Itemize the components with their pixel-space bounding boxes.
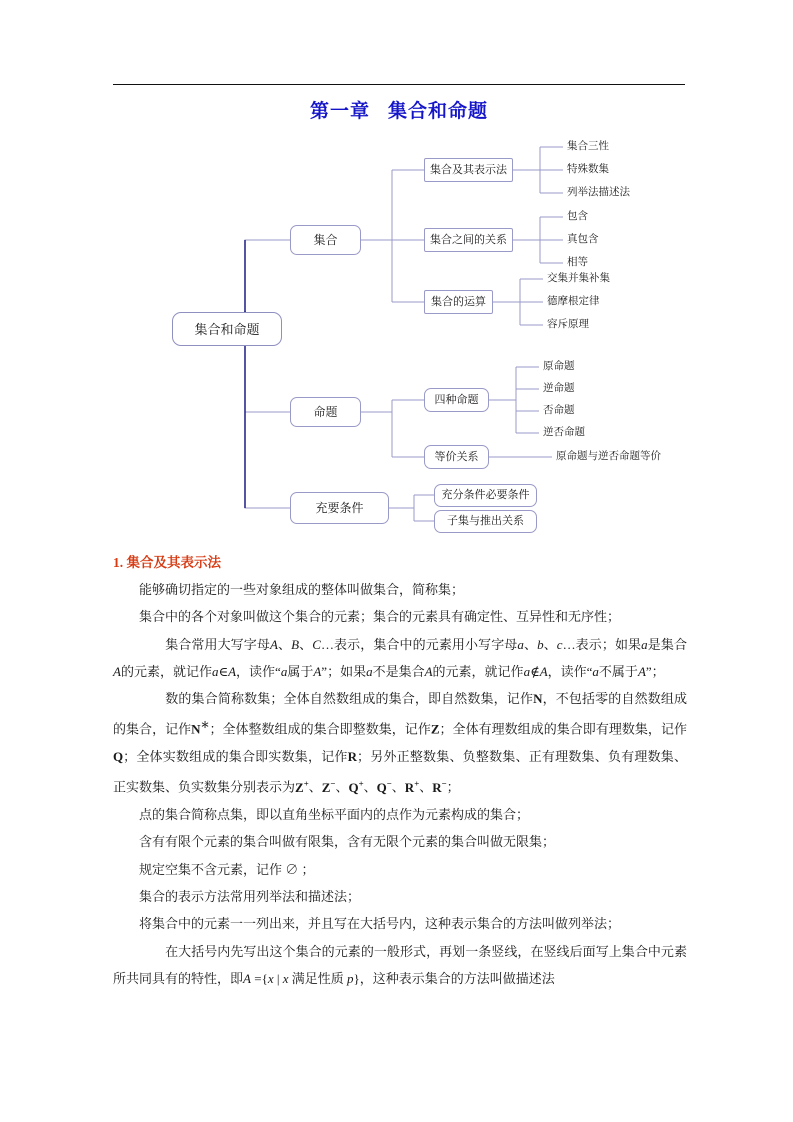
mindmap-leaf: 原命题与逆否命题等价: [556, 451, 661, 462]
paragraph: 将集合中的元素一一列出来，并且写在大括号内，这种表示集合的方法叫做列举法；: [139, 916, 621, 932]
mindmap-branch-label: 命题: [313, 405, 338, 419]
mindmap-leaf: 逆否命题: [543, 427, 585, 438]
page-title: [113, 96, 685, 123]
mindmap-leaf: 原命题: [543, 361, 575, 372]
paragraph: 能够确切指定的一些对象组成的整体叫做集合，简称集；: [139, 582, 465, 597]
mindmap-sub-node: [424, 388, 489, 412]
section-heading: 1. 集合及其表示法: [113, 555, 221, 570]
mindmap-sub-node: [424, 445, 489, 469]
mindmap-branch-label: 充要条件: [315, 501, 364, 515]
mindmap-leaf: 交集并集补集: [547, 273, 610, 284]
mindmap-sub-node: [424, 228, 513, 252]
mindmap-sub-label: 集合及其表示法: [430, 163, 507, 176]
paragraph: 数的集合简称数集；全体自然数组成的集合，即自然数集，记作N，不包括零的自然数组成的集合，记作N＊；全体整数组成的集合即整数集，记作Z；全体有理数组成的集合即有理数集，记作Q；全体实数组成的集合即实数集，记作R；另外正整数集、负整数集、正有理数集、负有理数集、正实数集、负实数集分别表示为Z+、Z−、Q+、Q−、R+、R−；: [113, 691, 687, 795]
mindmap-sub-node: [424, 290, 493, 314]
mindmap-sub-node: [424, 158, 513, 182]
mindmap-leaf: 特殊数集: [567, 164, 609, 175]
paragraph: 集合的表示方法常用列举法和描述法；: [139, 888, 361, 904]
mindmap-root-label: 集合和命题: [194, 321, 260, 337]
mindmap-sub-label: 四种命题: [434, 393, 479, 406]
mindmap-sub-label: 子集与推出关系: [447, 515, 524, 527]
chapter-number: 第一章: [309, 101, 370, 122]
mindmap-sub-label: 充分条件必要条件: [441, 489, 530, 501]
mindmap-leaf: 容斥原理: [547, 319, 589, 330]
mindmap-leaf: 列举法描述法: [567, 187, 630, 198]
paragraph: 集合常用大写字母A、B、C…表示，集合中的元素用小写字母a、b、c…表示；如果a是集合A的元素，就记作a∈A，读作“a属于A”；如果a不是集合A的元素，就记作a∉A，读作“a不属于A”；: [113, 636, 687, 679]
mindmap-branch-jihe: [290, 225, 361, 255]
paragraph: 点的集合简称点集，即以直角坐标平面内的点作为元素构成的集合；: [139, 807, 530, 823]
mindmap-root-node: [172, 312, 282, 346]
mindmap-branch-mingti: [290, 397, 361, 427]
mindmap-sub-node: [434, 510, 537, 533]
chapter-title-text: 集合和命题: [388, 101, 489, 122]
paragraph: 在大括号内先写出这个集合的元素的一般形式，再划一条竖线，在竖线后面写上集合中元素所共同具有的特性，即A ={x | x 满足性质 p}，这种表示集合的方法叫做描述法: [113, 943, 687, 986]
mindmap-branch-chongyao: [290, 492, 389, 524]
mindmap-leaf: 逆命题: [543, 383, 575, 394]
paragraph: 含有有限个元素的集合叫做有限集，含有无限个元素的集合叫做无限集；: [139, 834, 556, 850]
paragraph: 集合中的各个对象叫做这个集合的元素；集合的元素具有确定性、互异性和无序性；: [139, 609, 621, 625]
mindmap-diagram: [0, 130, 793, 545]
mindmap-leaf: 否命题: [543, 405, 575, 416]
header-rule: [113, 84, 685, 85]
paragraph: 规定空集不含元素，记作 ∅ ；: [139, 861, 315, 877]
mindmap-sub-node: [434, 484, 537, 507]
mindmap-sub-label: 集合之间的关系: [430, 233, 507, 246]
mindmap-leaf: 集合三性: [567, 141, 609, 152]
mindmap-sub-label: 集合的运算: [431, 295, 486, 308]
mindmap-branch-label: 集合: [313, 233, 338, 247]
mindmap-leaf: 相等: [567, 257, 588, 268]
mindmap-leaf: 真包含: [567, 234, 599, 245]
mindmap-leaf: 包含: [567, 211, 588, 222]
mindmap-connectors: [0, 130, 793, 545]
mindmap-leaf: 德摩根定律: [547, 296, 600, 307]
section-body: [113, 576, 687, 992]
mindmap-sub-label: 等价关系: [434, 450, 479, 463]
